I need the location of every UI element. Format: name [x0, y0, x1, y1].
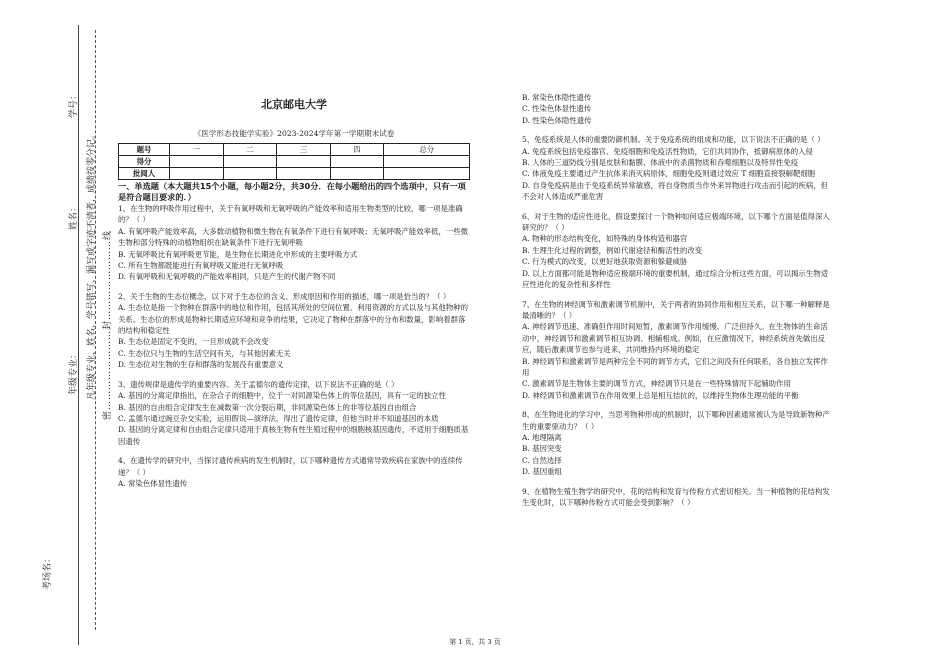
question-option: B. 神经调节和激素调节是两种完全不同的调节方式，它们之间没有任何联系，各自独立发挥作用 [522, 356, 828, 377]
question-option: D. 自身免疫病是由于免疫系统异常敏感，将自身物质当作外来异物进行攻击而引起的疾病，但不会对人体造成严重危害 [522, 180, 828, 202]
question-option: C. 体液免疫主要通过产生抗体来消灭病原体，细胞免疫则通过效应 T 细胞直接裂解靶细胞 [522, 169, 816, 179]
score-cell[interactable] [170, 156, 224, 168]
question-option: B. 无氧呼吸比有氧呼吸更节能，是生物在长期进化中形成的主要呼吸方式 [118, 249, 358, 259]
question-stem: 2、关于生物的生态位概念，以下对于生态位的含义、形成原因和作用的描述，哪一项是恰当的？（ ） [118, 291, 451, 301]
left-column [118, 181, 470, 489]
question-gap [522, 401, 834, 409]
question-gap [522, 478, 834, 486]
question-option: C. 性染色体显性遗传 [522, 104, 592, 114]
question-block [118, 379, 470, 447]
score-col-1: 一 [170, 144, 224, 156]
question-block [522, 299, 834, 402]
question-gap [522, 126, 834, 134]
question-option: C. 自然选择 [522, 455, 562, 465]
section-1-title: 一、单选题（本大题共15个小题，每小题2分，共30分．在每小题给出的四个选项中，只有一项是符合题目要求的．） [118, 181, 466, 202]
score-col-3: 三 [277, 144, 331, 156]
question-option: A. 地理隔离 [522, 432, 562, 442]
score-cell[interactable] [223, 156, 277, 168]
question-stem: 6、对于生物的适应性进化，假设要探讨一个物种如何适应极端环境，以下哪个方面是值得深入研究的？（ ） [522, 211, 830, 233]
question-option: A. 生态位是指一个物种在群落中的地位和作用，包括其所处的空间位置、利用资源的方式以及与其他物种的关系。生态位的形成是物种长期适应环境和竞争的结果，它决定了物种在群落中的分布和数量，影响着群落的结构和稳定性 [118, 303, 469, 336]
page-footer: 第 1 页，共 3 页 [449, 638, 501, 646]
question-gap [118, 371, 470, 379]
question-option: D. 性染色体隐性遗传 [522, 115, 592, 125]
score-cell[interactable] [384, 156, 470, 168]
question-block [522, 409, 834, 477]
question-block [118, 203, 470, 283]
question-block [522, 134, 834, 202]
question-option: D. 有氧呼吸和无氧呼吸的产能效率相同，只是产生的代谢产物不同 [118, 272, 336, 282]
name-label: 姓名： [69, 202, 79, 230]
question-gap [118, 447, 470, 455]
grader-cell[interactable] [330, 168, 384, 180]
question-option: B. 人体的三道防线分别是皮肤和黏膜、体液中的杀菌物质和吞噬细胞以及特异性免疫 [522, 158, 799, 168]
binding-solid-line [78, 25, 79, 645]
score-table-header-row [119, 144, 470, 156]
grader-cell[interactable] [223, 168, 277, 180]
question-option: A. 物种的形态结构变化，如特殊的身体构造和器官 [522, 234, 688, 244]
score-cell[interactable] [330, 156, 384, 168]
question-option: A. 基因的分离定律指出，在杂合子的细胞中，位于一对同源染色体上的等位基因，具有一定的独立性 [118, 391, 446, 401]
grader-cell[interactable] [384, 168, 470, 180]
question-option: D. 基因的分离定律和自由组合定律只适用于真核生物有性生殖过程中的细胞核基因遗传，不适用于细胞质基因遗传 [118, 425, 469, 446]
question-option: C. 所有生物都既能进行有氧呼吸又能进行无氧呼吸 [118, 261, 284, 271]
question-gap [118, 283, 470, 291]
question-option: B. 基因突变 [522, 444, 562, 454]
question-block [118, 291, 470, 371]
student-no-label: 学号： [69, 90, 79, 118]
question-stem: 1、在生物的呼吸作用过程中，关于有氧呼吸和无氧呼吸的产能效率和适用生物类型的比较，哪一项是准确的？（ ） [118, 204, 463, 225]
left-question-list [118, 203, 470, 489]
question-stem: 3、遗传规律是遗传学的重要内容。关于孟德尔的遗传定律，以下说法不正确的是（ ） [118, 379, 399, 389]
score-col-total: 总分 [384, 144, 470, 156]
grader-cell[interactable] [277, 168, 331, 180]
question-option: B. 生态位是固定不变的，一旦形成就不会改变 [118, 337, 269, 347]
question-option: C. 行为模式的改变，以更好地获取资源和躲避威胁 [522, 257, 688, 267]
right-question-list [522, 92, 834, 508]
question-option: A. 常染色体显性遗传 [118, 478, 188, 488]
question-gap [522, 291, 834, 299]
question-option: B. 基因的自由组合定律发生在减数第一次分裂后期，非同源染色体上的非等位基因自由组合 [118, 402, 417, 412]
score-col-4: 四 [330, 144, 384, 156]
question-stem: 7、在生物的神经调节和激素调节机制中，关于两者的协同作用和相互关系，以下哪一种解释是最清晰的？（ ） [522, 299, 830, 320]
grader-cell[interactable] [170, 168, 224, 180]
venue-label: 考场名： [43, 553, 53, 590]
question-stem: 8、在生物进化的学习中，当思考物种形成的机制时，以下哪种因素通常被认为是导致新物种产生的重要驱动力？（ ） [522, 410, 830, 431]
question-option: A. 有氧呼吸产能效率高，大多数动植物和微生物在有氧条件下进行有氧呼吸；无氧呼吸产能效率低，一些微生物和部分特殊的动植物组织在缺氧条件下进行无氧呼吸 [118, 226, 469, 248]
question-option: D. 神经调节和激素调节在作用效果上总是相互拮抗的，以维持生物体生理功能的平衡 [522, 390, 799, 400]
question-option: C. 孟德尔通过豌豆杂交实验，运用假说—演绎法，得出了遗传定律，但他当时并不知道基因的本质 [118, 413, 439, 423]
score-table [118, 143, 470, 180]
school-title: 北京邮电大学 [261, 98, 327, 111]
question-option: A. 免疫系统包括免疫器官、免疫细胞和免疫活性物质，它们共同协作，抵御病原体的入侵 [522, 146, 813, 156]
score-col-label: 题号 [119, 144, 170, 156]
question-stem: 4、在遗传学的研究中，当探讨遗传疾病的发生机制时，以下哪种遗传方式通常导致疾病在家族中的连续传递？（ ） [118, 456, 463, 477]
question-gap [522, 203, 834, 211]
score-row [119, 156, 470, 168]
question-stem: 9、在植物生殖生物学的研究中，花的结构和发育与传粉方式密切相关。当一种植物的花结构发生变化时，以下哪种传粉方式可能会受到影响？（ ） [522, 486, 830, 507]
score-row-label: 得分 [119, 156, 170, 168]
grader-row [119, 168, 470, 180]
question-option: A. 神经调节迅速、准确但作用时间短暂，激素调节作用缓慢、广泛但持久。在生物体的生命活动中，神经调节和激素调节相互协调、相辅相成。例如，在应激情况下，神经系统首先做出反应，随后激素调节也参与进来，共同维持内环境的稳定 [522, 322, 828, 355]
right-column [522, 92, 834, 508]
question-block [118, 455, 470, 489]
major-label: 年级专业： [69, 349, 79, 395]
question-stem: 5、免疫系统是人体的重要防御机制。关于免疫系统的组成和功能，以下说法不正确的是（ ） [522, 135, 825, 145]
question-option: B. 生理生化过程的调整，例如代谢途径和酶活性的改变 [522, 245, 703, 255]
question-option: C. 激素调节是生物体主要的调节方式，神经调节只是在一些特殊情况下起辅助作用 [522, 379, 791, 389]
question-option: B. 常染色体隐性遗传 [522, 93, 592, 102]
binding-notice: 凡年级专业、姓名、学号错写、漏写或字迹不清者，成绩按零分记。 [87, 129, 97, 400]
question-block [522, 92, 834, 126]
exam-title: 《医学形态技能学实验》2023-2024学年第一学期期末试卷 [193, 129, 395, 138]
question-option: D. 生态位对生物的生存和群落的发展没有重要意义 [118, 360, 284, 370]
grader-row-label: 批阅人 [119, 168, 170, 180]
question-option: D. 基因重组 [522, 467, 562, 477]
question-option: D. 以上方面都可能是物种适应极端环境的重要机制，通过综合分析这些方面，可以揭示生物适应性进化的复杂性和多样性 [522, 268, 828, 290]
question-block [522, 211, 834, 291]
score-cell[interactable] [277, 156, 331, 168]
score-col-2: 二 [223, 144, 277, 156]
question-block [522, 486, 834, 509]
question-option: C. 生态位只与生物的生活空间有关，与其他因素无关 [118, 348, 291, 358]
seal-line-label: 密……………………封……………………线 [103, 229, 113, 420]
